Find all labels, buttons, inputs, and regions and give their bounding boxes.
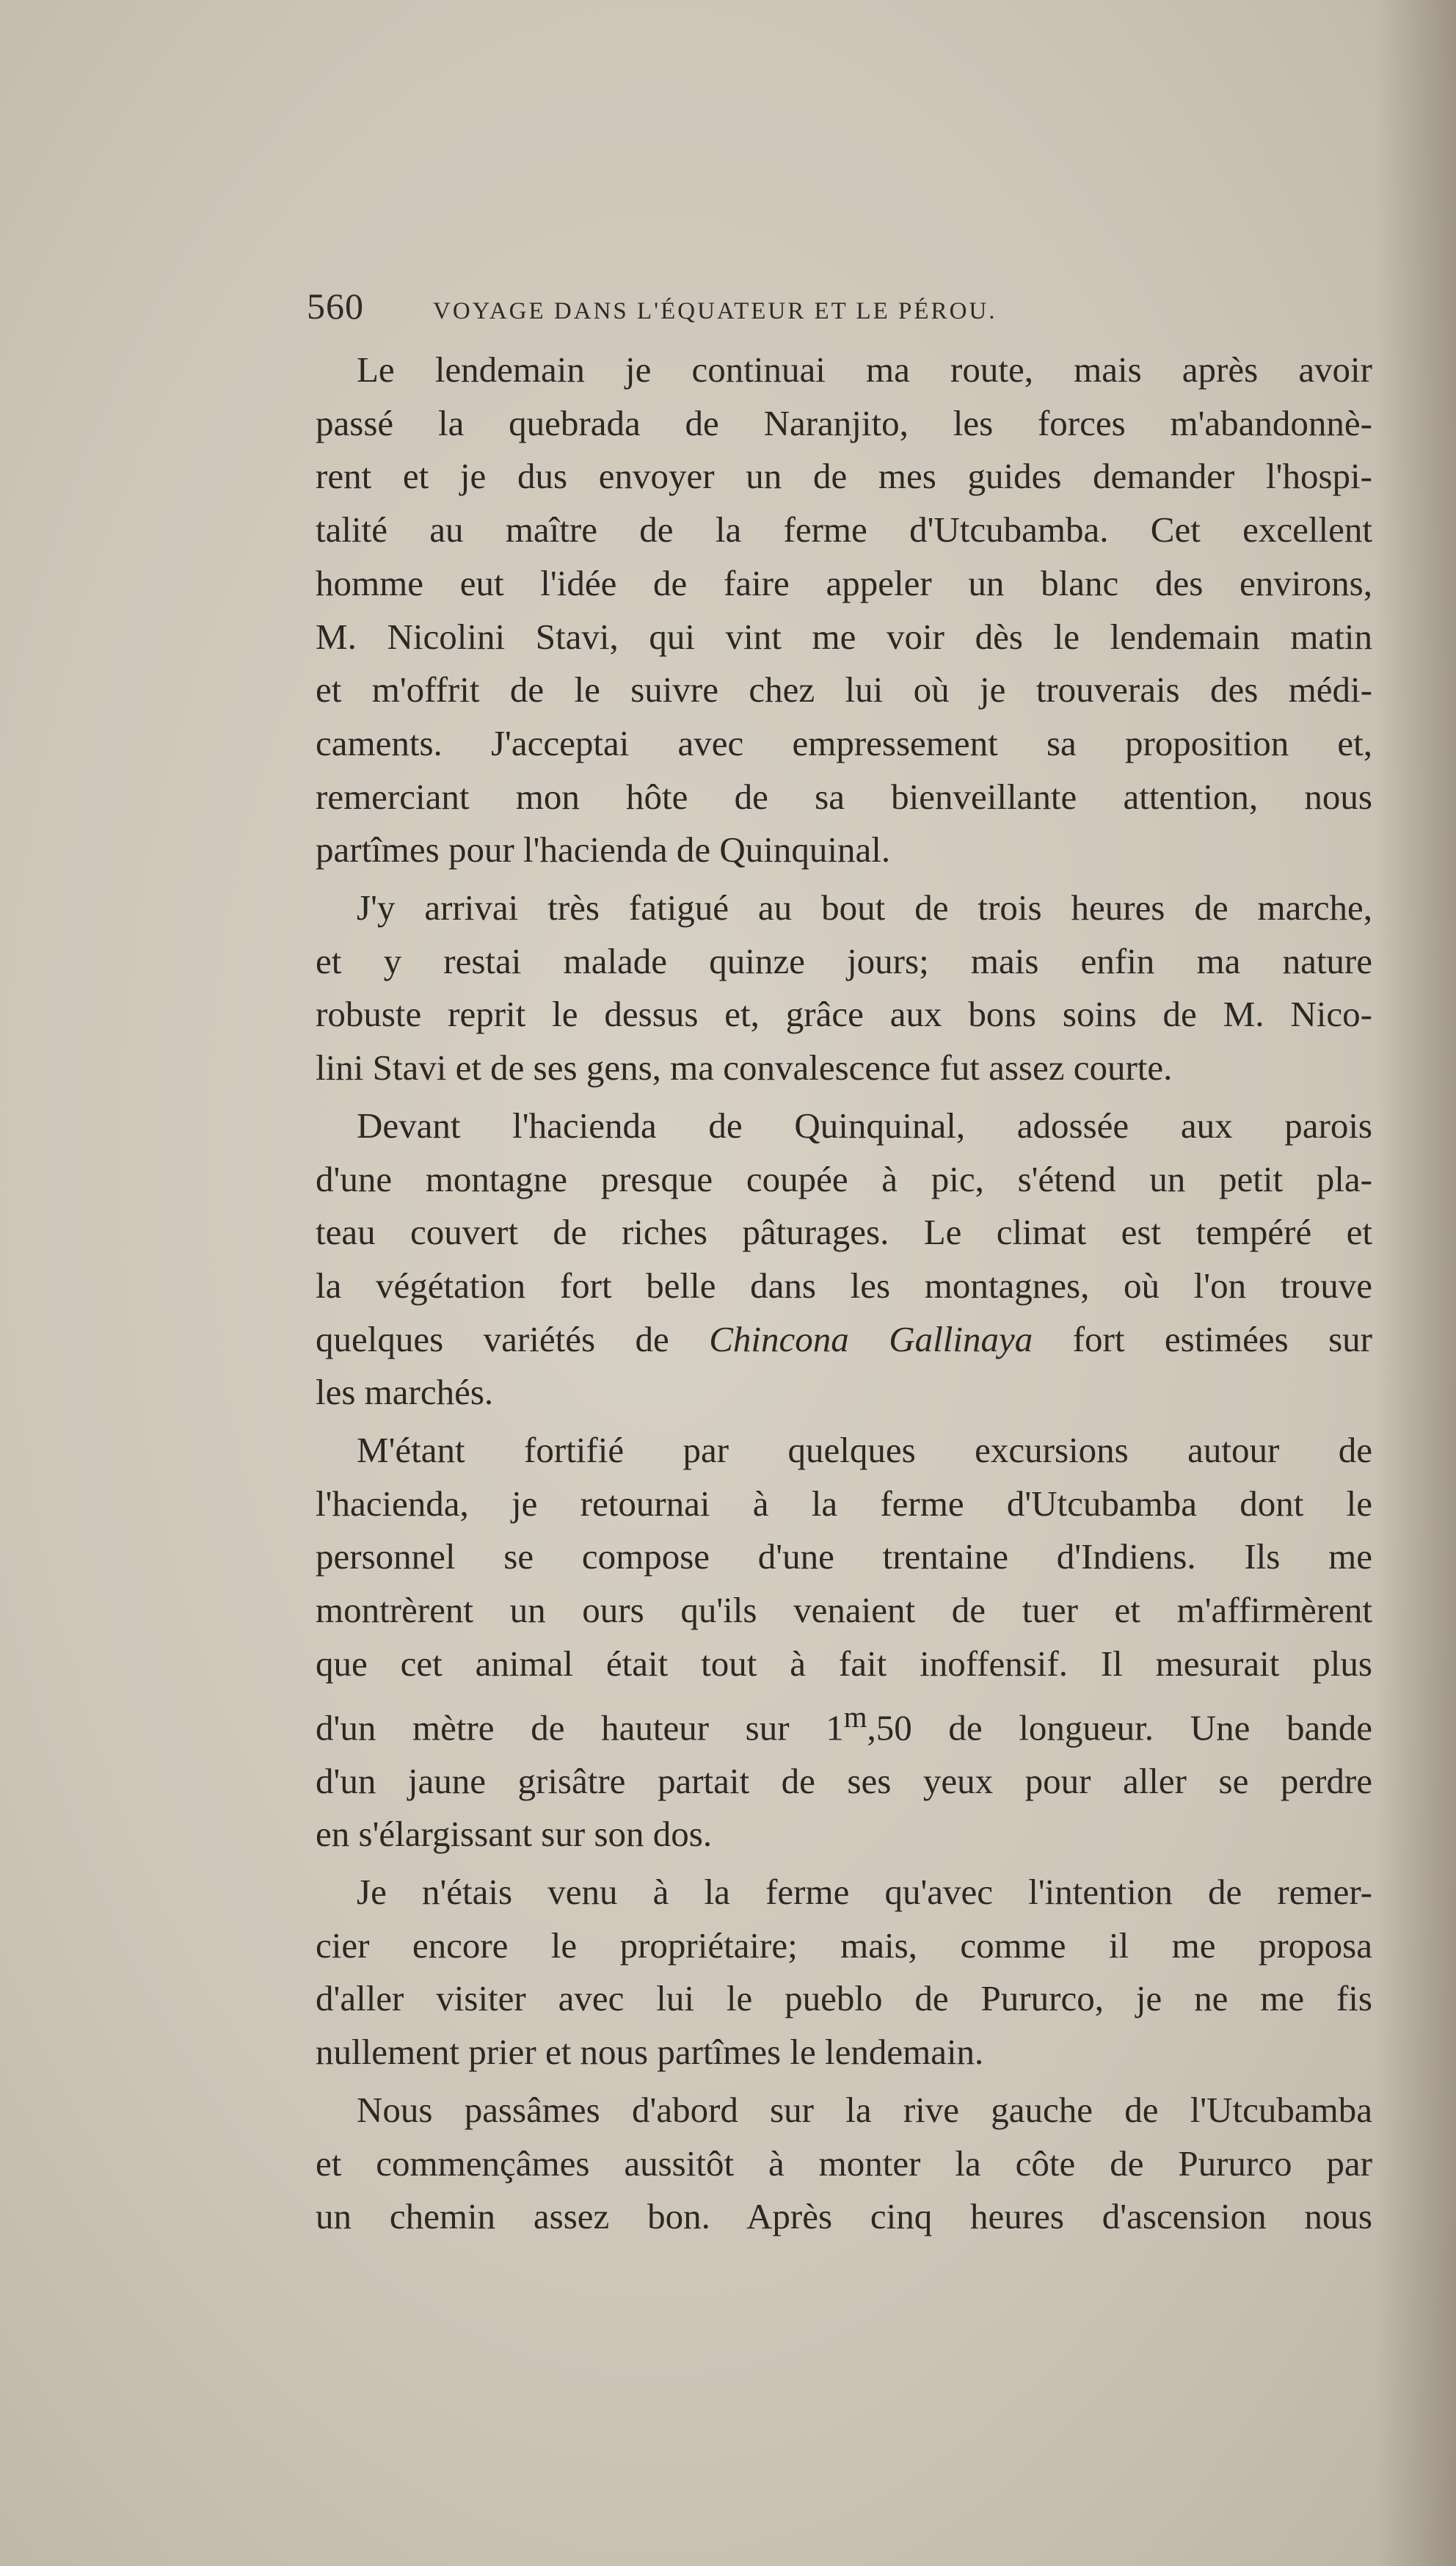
- text-run: ,50 de longueur. Une bande: [867, 1707, 1372, 1748]
- text-line: partîmes pour l'hacienda de Quinquinal.: [316, 829, 891, 871]
- text-line: cier encore le propriétaire; mais, comme il me proposa: [316, 1925, 1372, 1966]
- page-number: 560: [307, 286, 364, 327]
- text-line: passé la quebrada de Naranjito, les forces m'abandonnè-: [316, 402, 1372, 443]
- text-line: [316, 1691, 1372, 1755]
- text-run: d'un mètre de hauteur sur 1: [316, 1707, 844, 1748]
- text-line: d'aller visiter avec lui le pueblo de Pururco, je ne me fis: [316, 1978, 1372, 2019]
- text-line: lini Stavi et de ses gens, ma convalescence fut assez courte.: [316, 1047, 1173, 1088]
- text-line: et m'offrit de le suivre chez lui où je trouverais des médi-: [316, 669, 1372, 710]
- text-run: quelques variétés de: [316, 1318, 710, 1359]
- text-line: Nous passâmes d'abord sur la rive gauche de l'Utcubamba: [357, 2089, 1372, 2130]
- text-line: personnel se compose d'une trentaine d'Indiens. Ils me: [316, 1536, 1372, 1577]
- paragraph: [316, 344, 1372, 877]
- text-line: rent et je dus envoyer un de mes guides demander l'hospi-: [316, 456, 1372, 497]
- text-line: talité au maître de la ferme d'Utcubamba. Cet excellent: [316, 509, 1372, 550]
- text-line: les marchés.: [316, 1372, 494, 1413]
- text-line: et y restai malade quinze jours; mais enfin ma nature: [316, 940, 1372, 981]
- text-line: en s'élargissant sur son dos.: [316, 1814, 713, 1855]
- text-line: l'hacienda, je retournai à la ferme d'Utcubamba dont le: [316, 1483, 1372, 1524]
- text-line: Je n'étais venu à la ferme qu'avec l'intention de remer-: [357, 1872, 1372, 1913]
- text-line: Devant l'hacienda de Quinquinal, adossée aux parois: [357, 1105, 1372, 1146]
- text-line: un chemin assez bon. Après cinq heures d'ascension nous: [316, 2196, 1372, 2237]
- unit-superscript: m: [843, 1700, 867, 1734]
- paragraph: [316, 2084, 1372, 2244]
- page-header: [307, 285, 1187, 327]
- text-line: teau couvert de riches pâturages. Le climat est tempéré et: [316, 1212, 1372, 1253]
- text-line: robuste reprit le dessus et, grâce aux bons soins de M. Nico-: [316, 994, 1372, 1035]
- text-line: d'une montagne presque coupée à pic, s'étend un petit pla-: [316, 1158, 1372, 1199]
- text-line: Le lendemain je continuai ma route, mais après avoir: [357, 349, 1372, 390]
- text-line: [316, 1313, 1372, 1367]
- text-line: caments. J'acceptai avec empressement sa proposition et,: [316, 722, 1372, 763]
- text-line: et commençâmes aussitôt à monter la côte de Pururco par: [316, 2142, 1372, 2184]
- text-line: d'un jaune grisâtre partait de ses yeux pour aller se perdre: [316, 1760, 1372, 1801]
- text-line: la végétation fort belle dans les montagnes, où l'on trouve: [316, 1265, 1372, 1306]
- running-title: VOYAGE DANS L'ÉQUATEUR ET LE PÉROU.: [433, 298, 997, 324]
- text-line: M'étant fortifié par quelques excursions autour de: [357, 1430, 1372, 1471]
- paragraph: [316, 1100, 1372, 1420]
- body-text: [316, 344, 1372, 2244]
- paragraph: [316, 882, 1372, 1095]
- text-line: J'y arrivai très fatigué au bout de trois heures de marche,: [357, 887, 1372, 928]
- paragraph: [316, 1866, 1372, 2079]
- text-line: montrèrent un ours qu'ils venaient de tuer et m'affirmèrent: [316, 1590, 1372, 1631]
- species-name: Chincona Gallinaya: [709, 1318, 1033, 1359]
- text-line: M. Nicolini Stavi, qui vint me voir dès le lendemain matin: [316, 616, 1372, 657]
- text-line: que cet animal était tout à fait inoffensif. Il mesurait plus: [316, 1643, 1372, 1684]
- text-line: nullement prier et nous partîmes le lendemain.: [316, 2032, 984, 2073]
- text-run: fort estimées sur: [1033, 1318, 1372, 1359]
- page-edge-shadow: [1375, 0, 1456, 2566]
- text-line: homme eut l'idée de faire appeler un blanc des environs,: [316, 562, 1372, 603]
- text-line: remerciant mon hôte de sa bienveillante attention, nous: [316, 776, 1372, 817]
- paragraph: [316, 1424, 1372, 1861]
